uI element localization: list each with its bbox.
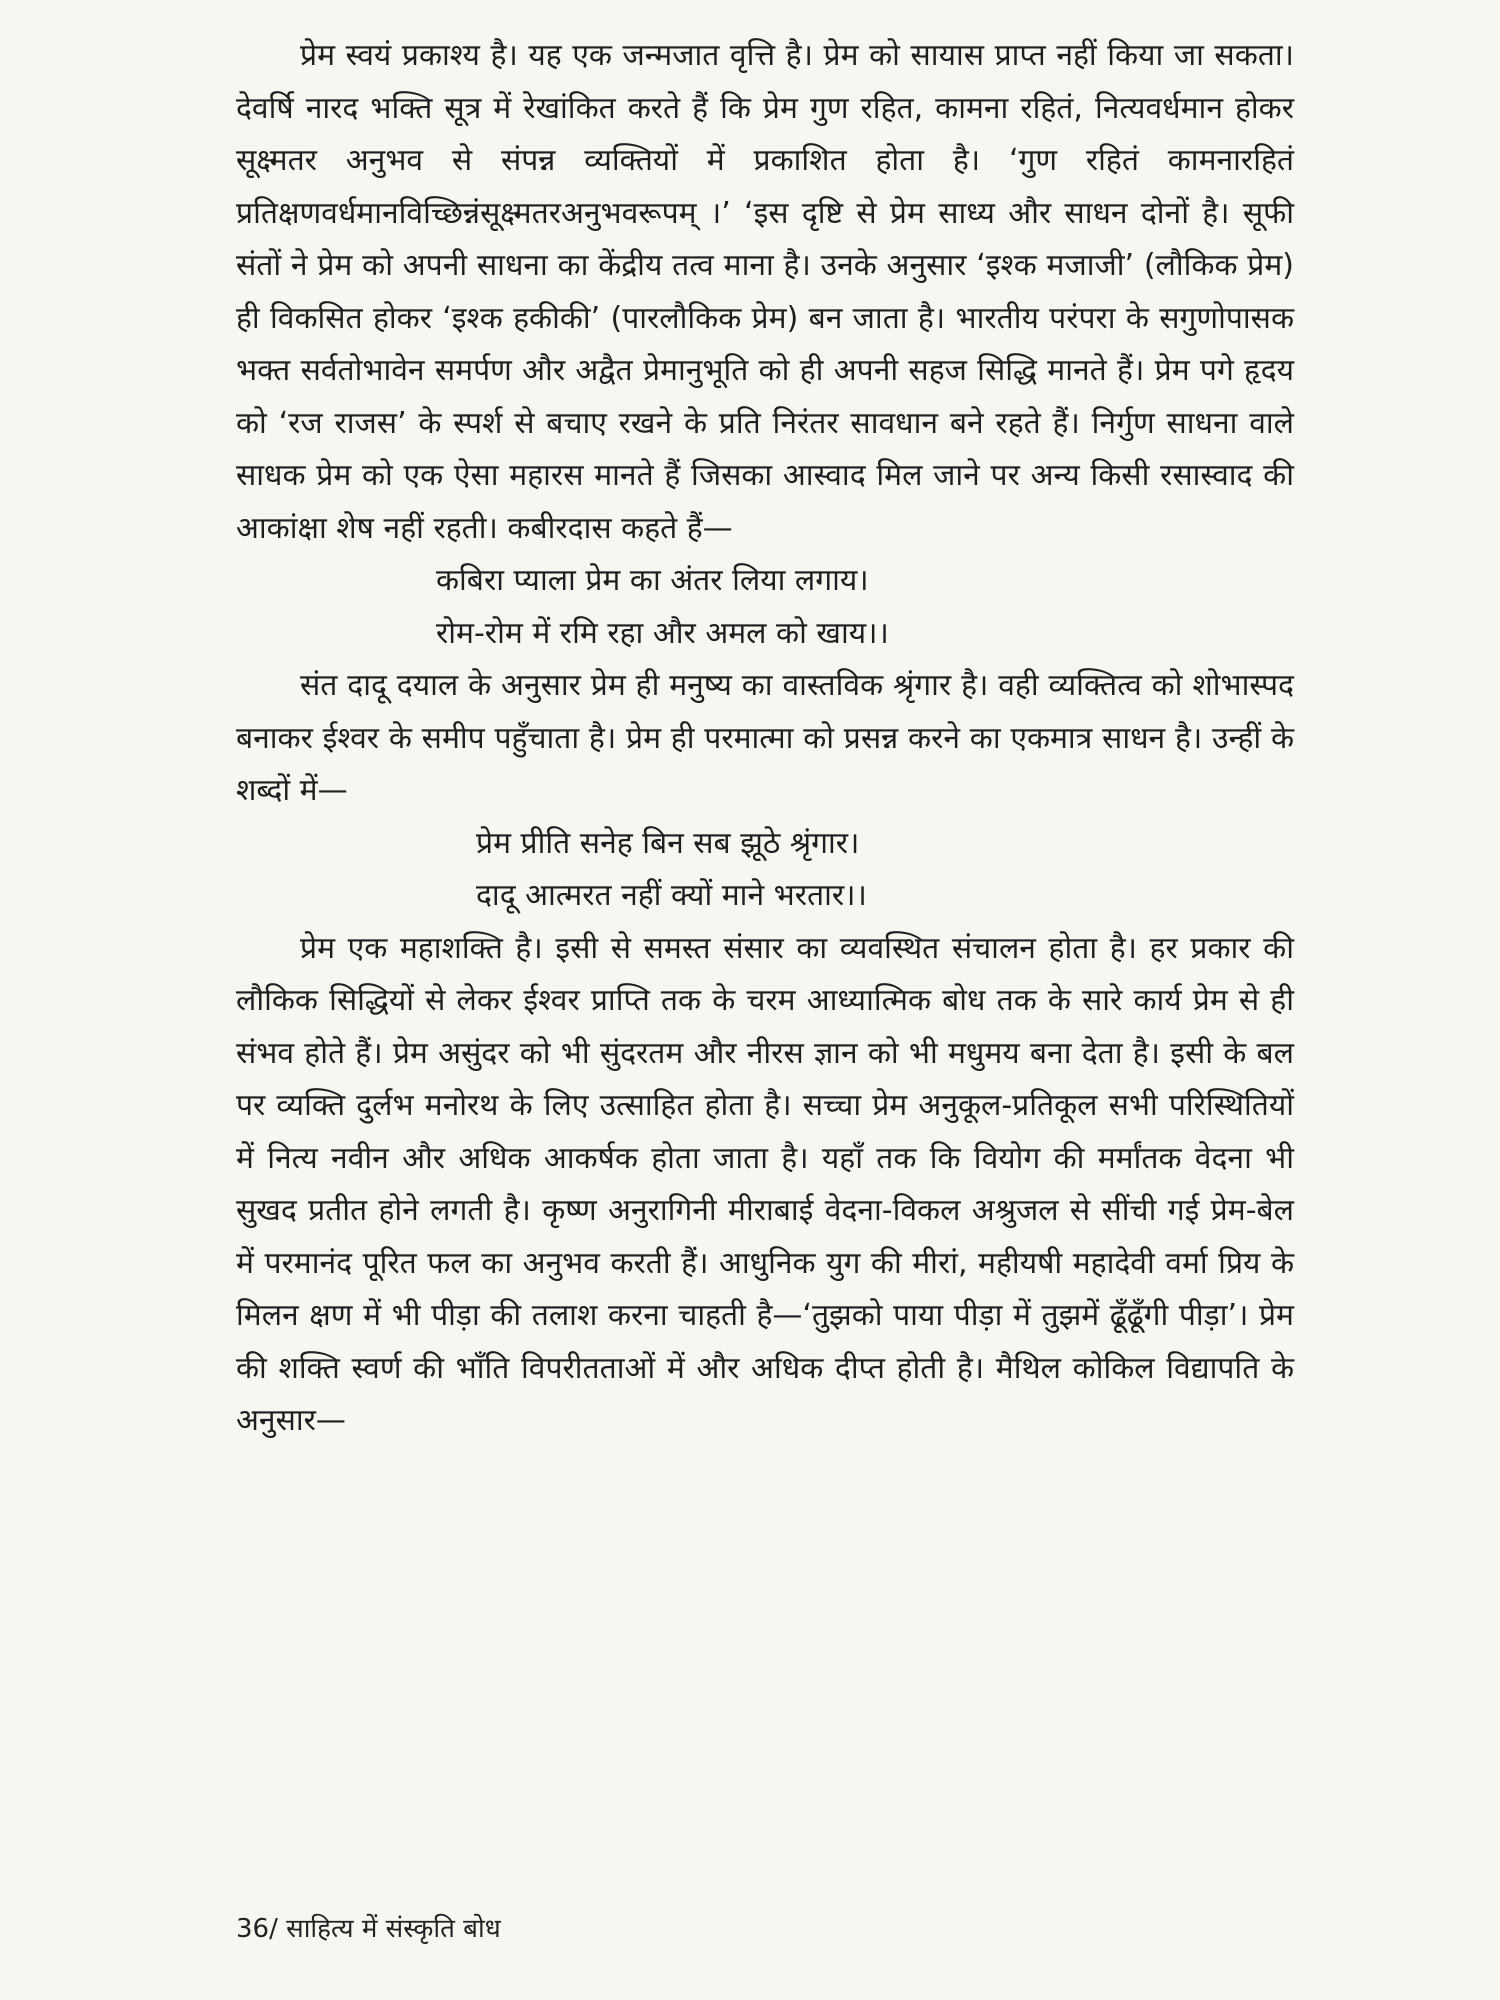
kabir-couplet-line-2: रोम-रोम में रमि रहा और अमल को खाय।।: [436, 615, 889, 651]
paragraph-prem-prakashya: प्रेम स्वयं प्रकाश्य है। यह एक जन्मजात वृत्ति है। प्रेम को सायास प्राप्त नहीं किया जा सकता। देवर्षि नारद भक्ति सूत्र में रेखांकित करते हैं कि प्रेम गुण रहित, कामना रहितं, नित्यवर्धमान होकर सूक्ष्मतर अनुभव से संपन्न व्यक्तियों में प्रकाशित होता है। ‘गुण रहितं कामनारहितं प्रतिक्षणवर्धमानविच्छिन्नंसूक्ष्मतरअनुभवरूपम् ।’ ‘इस दृष्टि से प्रेम साध्य और साधन दोनों है। सूफी संतों ने प्रेम को अपनी साधना का केंद्रीय तत्व माना है। उनके अनुसार ‘इश्क मजाजी’ (लौकिक प्रेम) ही विकसित होकर ‘इश्क हकीकी’ (पारलौकिक प्रेम) बन जाता है। भारतीय परंपरा के सगुणोपासक भक्त सर्वतोभावेन समर्पण और अद्वैत प्रेमानुभूति को ही अपनी सहज सिद्धि मानते हैं। प्रेम पगे हृदय को ‘रज राजस’ के स्पर्श से बचाए रखने के प्रति निरंतर सावधान बने रहते हैं। निर्गुण साधना वाले साधक प्रेम को एक ऐसा महारस मानते हैं जिसका आस्वाद मिल जाने पर अन्य किसी रसास्वाद की आकांक्षा शेष नहीं रहती। कबीरदास कहते हैं—: [236, 38, 1295, 546]
page-number: 36: [236, 1914, 270, 1944]
page-body: [236, 30, 1294, 1448]
paragraph-dadu-dayal: संत दादू दयाल के अनुसार प्रेम ही मनुष्य का वास्तविक श्रृंगार है। वही व्यक्तित्व को शोभास्पद बनाकर ईश्वर के समीप पहुँचाता है। प्रेम ही परमात्मा को प्रसन्न करने का एकमात्र साधन है। उन्हीं के शब्दों में—: [236, 668, 1294, 808]
dadu-couplet-line-1: प्रेम प्रीति सनेह बिन सब झूठे श्रृंगार।: [476, 825, 860, 861]
footer-separator: /: [269, 1914, 278, 1944]
kabir-couplet-line-1: कबिरा प्याला प्रेम का अंतर लिया लगाय।: [436, 563, 869, 598]
paragraph-prem-mahashakti: प्रेम एक महाशक्ति है। इसी से समस्त संसार का व्यवस्थित संचालन होता है। हर प्रकार की लौकिक सिद्धियों से लेकर ईश्वर प्राप्ति तक के चरम आध्यात्मिक बोध तक के सारे कार्य प्रेम से ही संभव होते हैं। प्रेम असुंदर को भी सुंदरतम और नीरस ज्ञान को भी मधुमय बना देता है। इसी के बल पर व्यक्ति दुर्लभ मनोरथ के लिए उत्साहित होता है। सच्चा प्रेम अनुकूल-प्रतिकूल सभी परिस्थितियों में नित्य नवीन और अधिक आकर्षक होता जाता है। यहाँ तक कि वियोग की मर्मांतक वेदना भी सुखद प्रतीत होने लगती है। कृष्ण अनुरागिनी मीराबाई वेदना-विकल अश्रुजल से सींची गई प्रेम-बेल में परमानंद पूरित फल का अनुभव करती हैं। आधुनिक युग की मीरां, महीयषी महादेवी वर्मा प्रिय के मिलन क्षण में भी पीड़ा की तलाश करना चाहती है—‘तुझको पाया पीड़ा में तुझमें ढूँढूँगी पीड़ा’। प्रेम की शक्ति स्वर्ण की भाँति विपरीतताओं में और अधिक दीप्त होती है। मैथिल कोकिल विद्यापति के अनुसार—: [236, 930, 1294, 1438]
dadu-couplet: [236, 818, 1294, 923]
kabir-couplet: [236, 555, 1294, 660]
page-footer: [236, 1912, 501, 1946]
dadu-couplet-line-2: दादू आत्मरत नहीं क्यों माने भरतार।।: [476, 878, 867, 913]
book-title: साहित्य में संस्कृति बोध: [286, 1914, 501, 1944]
